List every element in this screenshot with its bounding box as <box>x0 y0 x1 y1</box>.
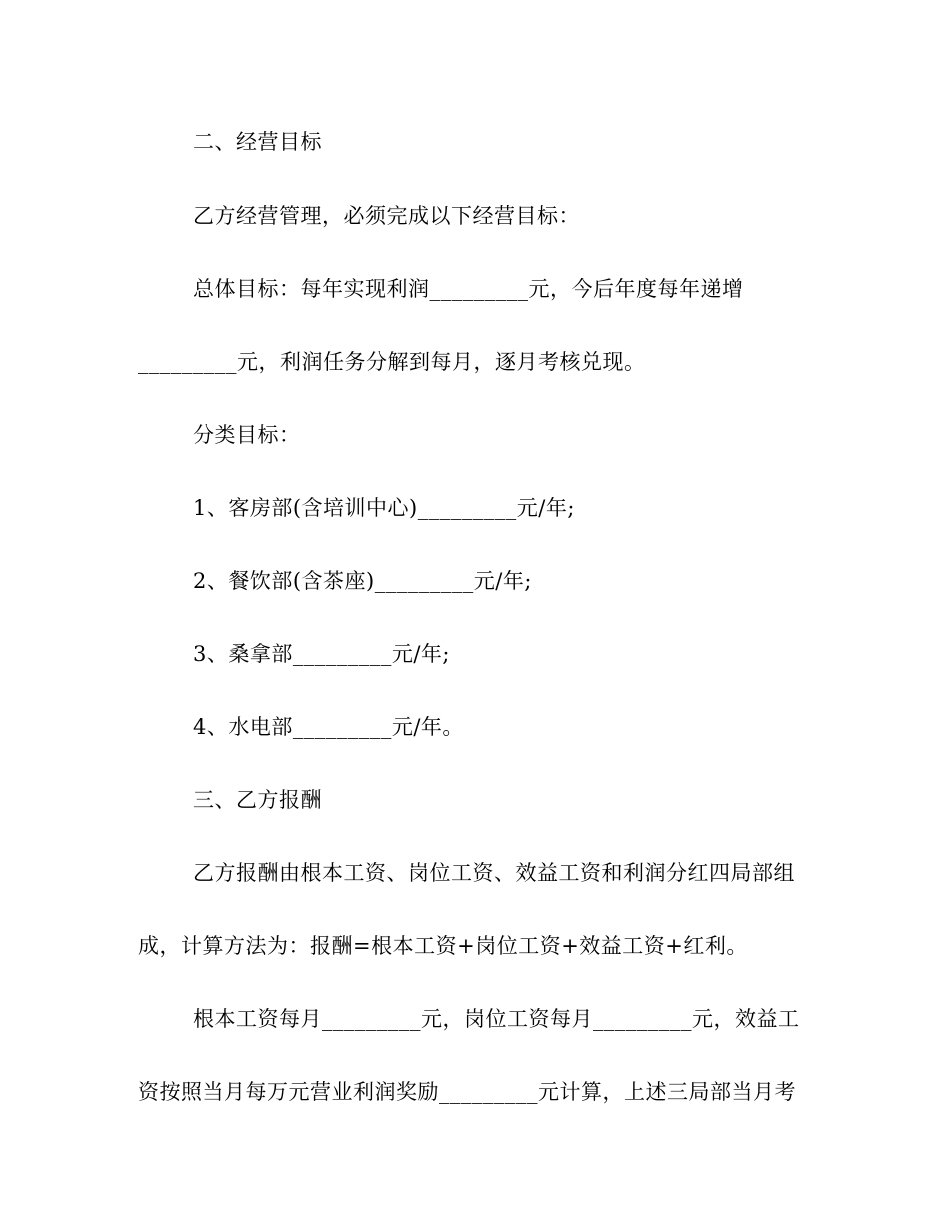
paragraph-line: 乙方经营管理，必须完成以下经营目标： <box>193 204 580 228</box>
paragraph-line: 根本工资每月_________元，岗位工资每月_________元，效益工 <box>193 1007 800 1031</box>
paragraph-line: 资按照当月每万元营业利润奖励_________元计算，上述三局部当月考 <box>138 1080 796 1104</box>
list-item: 2、餐饮部(含茶座)_________元/年; <box>193 569 532 593</box>
section-heading-compensation: 三、乙方报酬 <box>193 788 322 812</box>
paragraph-line: _________元，利润任务分解到每月，逐月考核兑现。 <box>138 350 646 374</box>
paragraph-line: 乙方报酬由根本工资、岗位工资、效益工资和利润分红四局部组 <box>193 861 795 885</box>
list-item: 1、客房部(含培训中心)_________元/年; <box>193 496 575 520</box>
section-heading-operating-goals: 二、经营目标 <box>193 130 322 154</box>
list-item: 4、水电部_________元/年。 <box>193 715 464 739</box>
paragraph-line: 总体目标：每年实现利润_________元，今后年度每年递增 <box>193 277 744 301</box>
list-item: 3、桑拿部_________元/年; <box>193 642 451 666</box>
paragraph-line: 成，计算方法为：报酬=根本工资+岗位工资+效益工资+红利。 <box>138 934 748 958</box>
paragraph-line: 分类目标： <box>193 423 301 447</box>
